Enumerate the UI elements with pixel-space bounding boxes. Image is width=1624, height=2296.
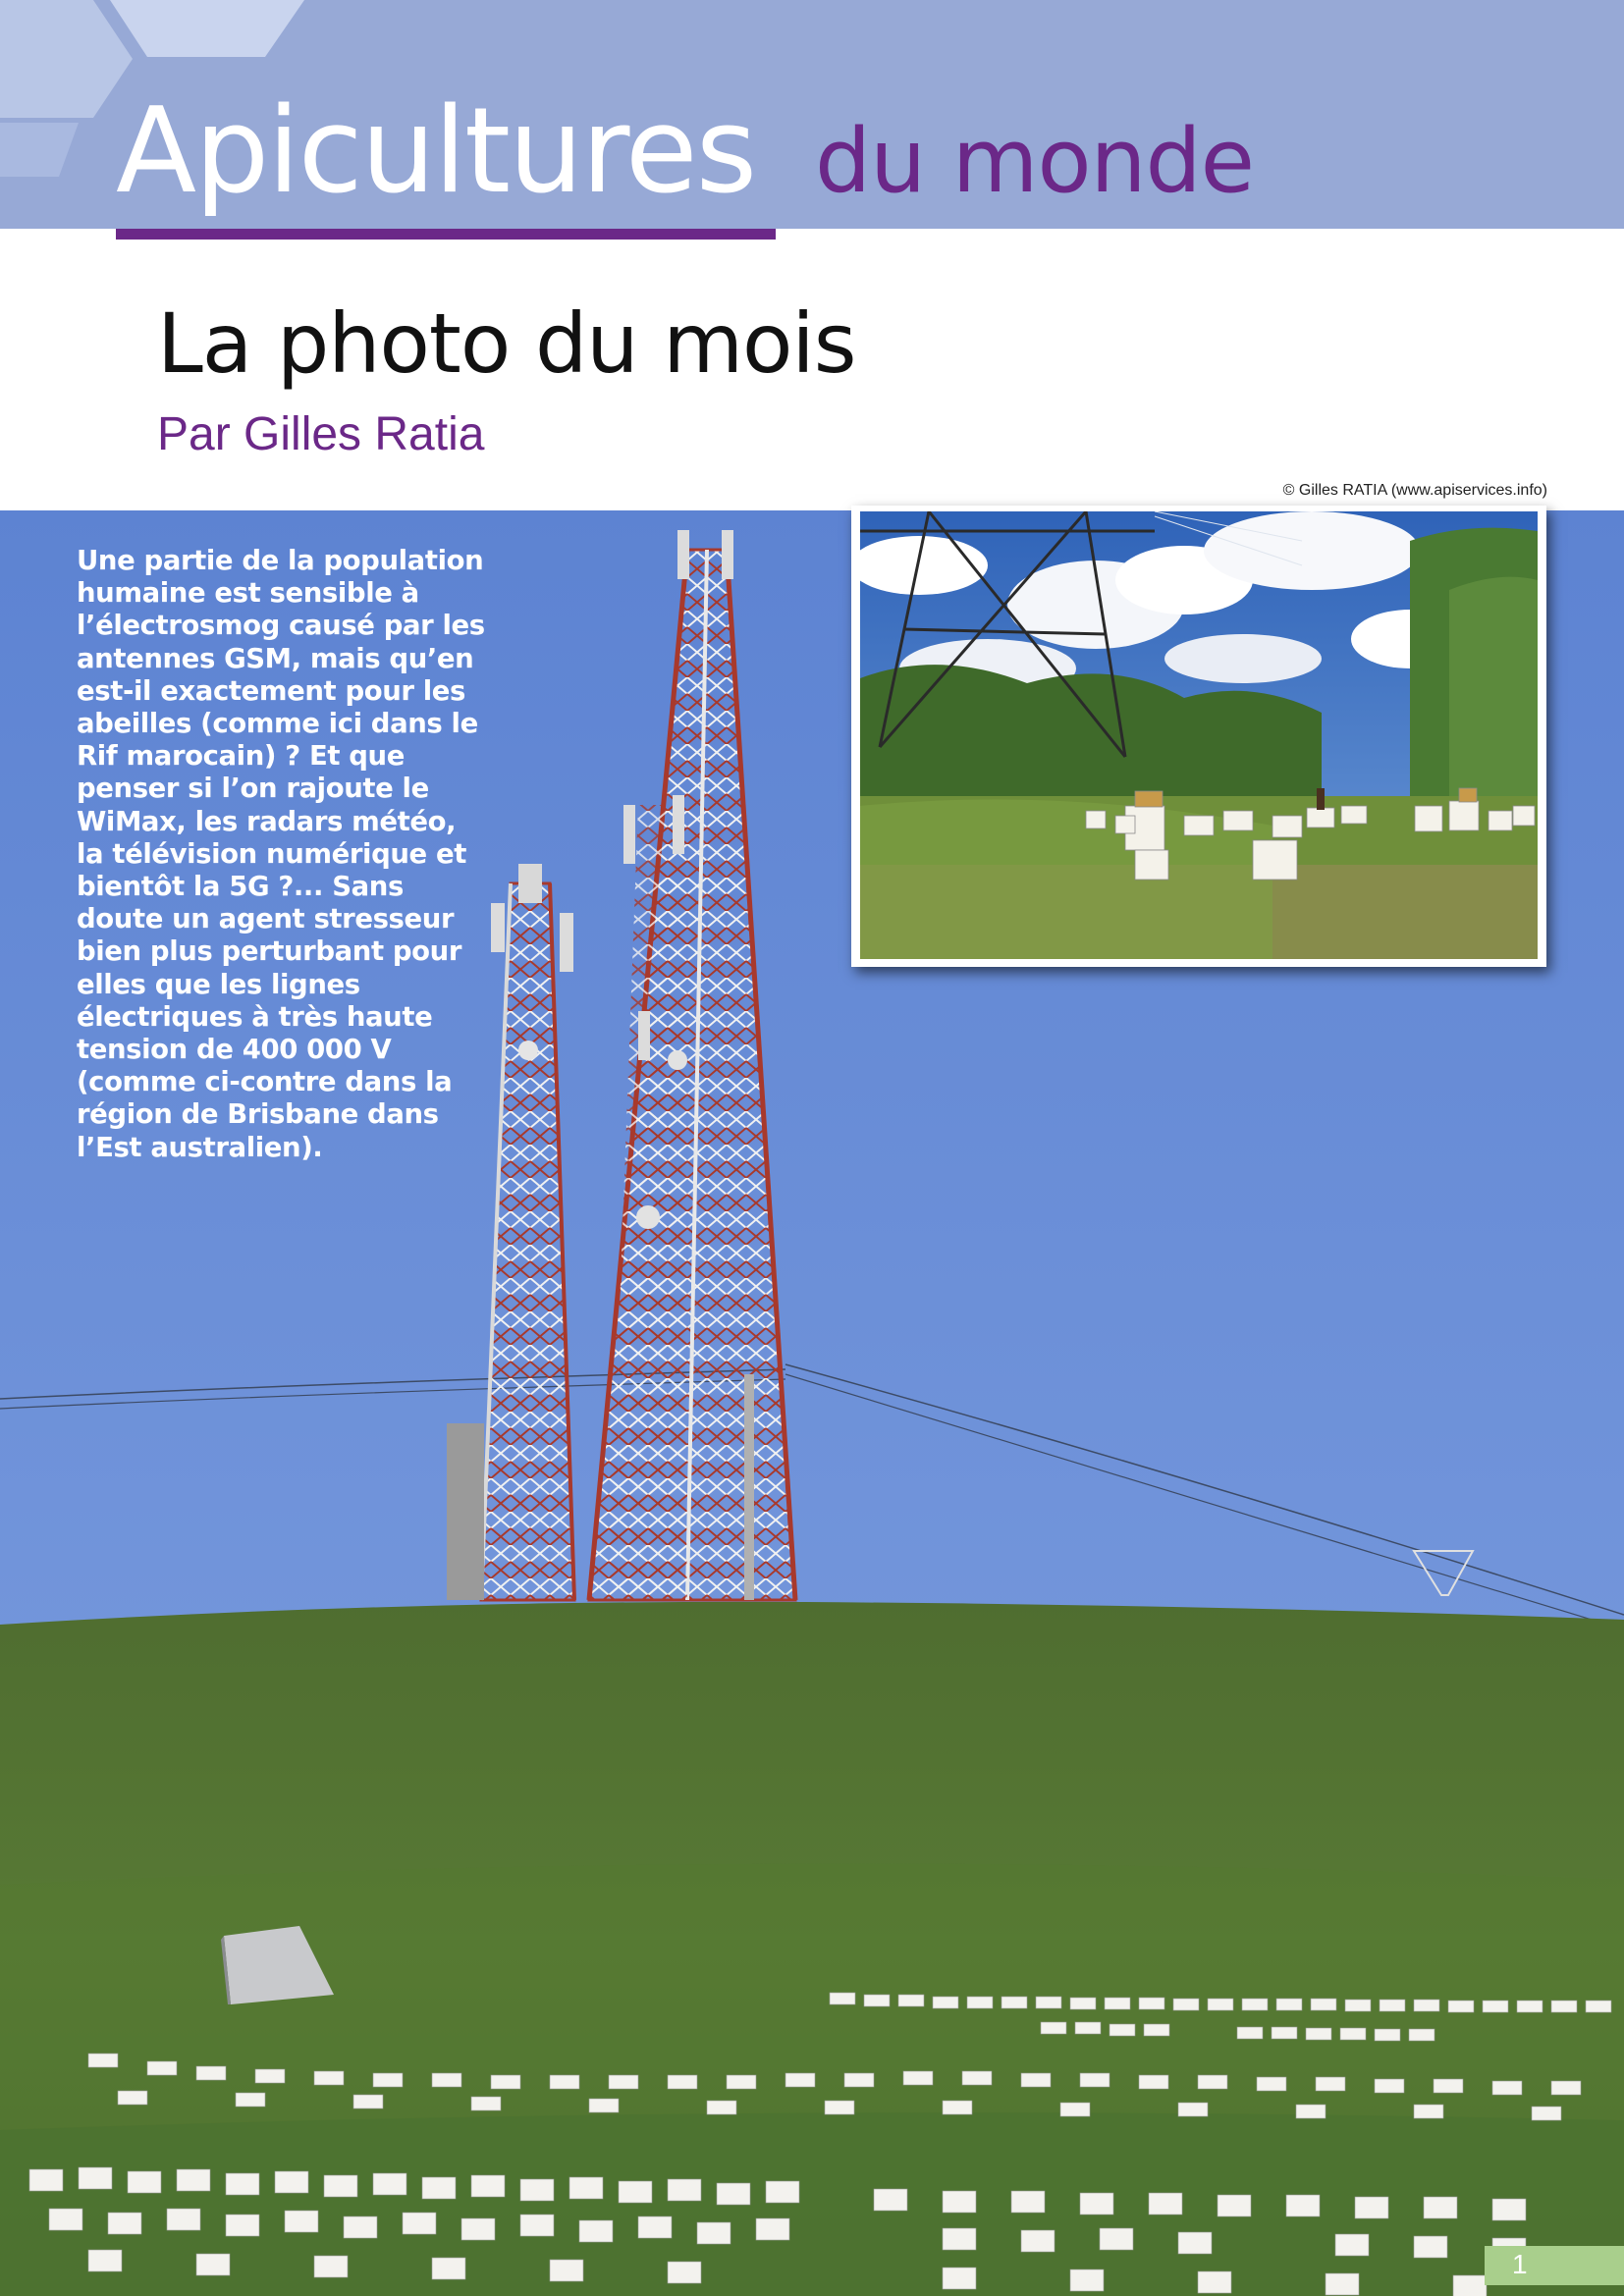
title-underline (116, 229, 776, 240)
article-byline: Par Gilles Ratia (157, 408, 485, 460)
page-number-tab (1485, 2246, 1624, 2285)
header-band (0, 0, 1624, 229)
page-number: 1 (1512, 2249, 1528, 2279)
photo-caption: Une partie de la population humaine est sensible à l’électrosmog causé par les antennes GSM, mais qu’en est-il exactement pour les abeilles (comme ici dans le Rif marocain) ? Et que penser si l’on rajoute le WiMax, les radars météo, la télévision numérique et bientôt la 5G ?... Sans doute un agent stresseur bien plus perturbant pour elles que les lignes électriques à très haute tension de 400 000 V (comme ci-contre dans la région de Brisbane dans l’Est australien). (77, 545, 485, 1163)
section-subtitle: du monde (815, 110, 1255, 213)
photo-credit: © Gilles RATIA (www.apiservices.info) (1282, 482, 1547, 499)
inset-photo (851, 506, 1546, 967)
article-headline: La photo du mois (157, 295, 856, 392)
section-title: Apicultures (116, 83, 756, 220)
